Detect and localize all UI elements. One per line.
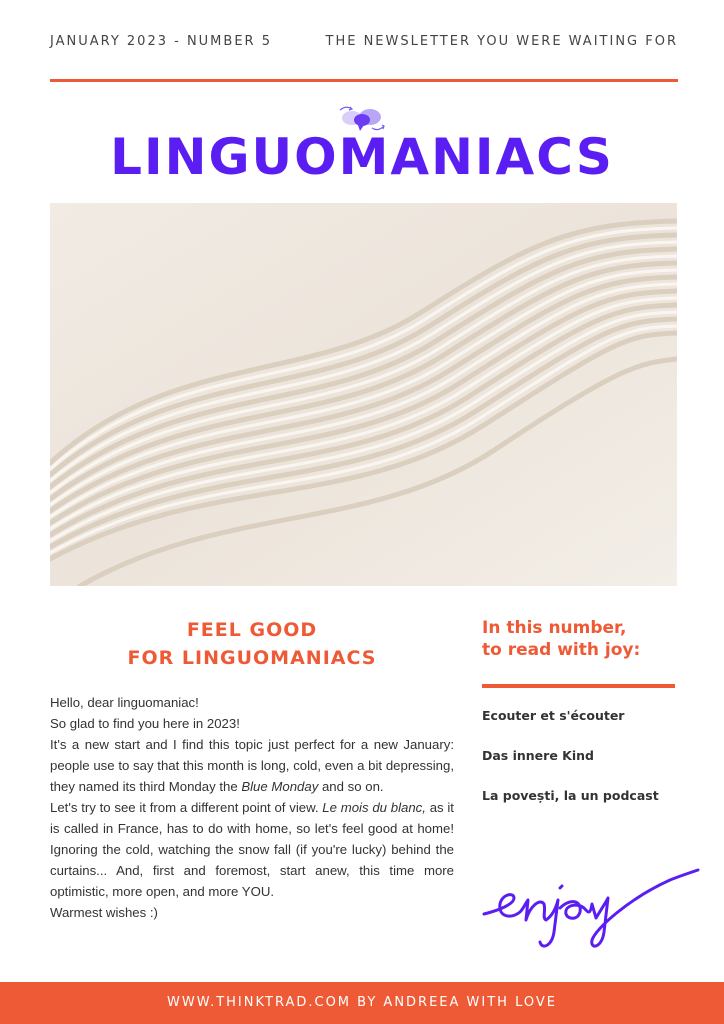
intro-paragraph: So glad to find you here in 2023!: [50, 716, 240, 731]
footer-bar[interactable]: WWW.THINKTRAD.COM BY ANDREEA WITH LOVE: [0, 982, 724, 1024]
viewpoint-paragraph: [50, 797, 454, 902]
closing-paragraph: Warmest wishes :): [50, 905, 158, 920]
sidebar-heading: [482, 617, 702, 661]
article-body: [50, 692, 454, 923]
article-heading-line2: FOR LINGUOMANIACS: [127, 647, 377, 669]
january-paragraph: [50, 734, 454, 797]
mois-du-blanc-emphasis: Le mois du blanc,: [322, 800, 426, 815]
article-heading: [50, 616, 454, 672]
contents-item-innere-kind[interactable]: Das innere Kind: [482, 748, 594, 763]
blue-monday-emphasis: Blue Monday: [241, 779, 319, 794]
january-text: It's a new start and I find this topic just perfect for a new January: people use to say that this month is long, cold, even a bit depressing, they named its third Monday the: [50, 737, 454, 794]
newsletter-tagline: THE NEWSLETTER YOU WERE WAITING FOR: [325, 34, 678, 49]
january-text-end: and so on.: [318, 779, 384, 794]
contents-item-povesti[interactable]: La povești, la un podcast: [482, 788, 659, 803]
header-divider: [50, 79, 678, 82]
sand-waves-image: [50, 203, 677, 586]
contents-item-ecouter[interactable]: Ecouter et s'écouter: [482, 708, 625, 723]
issue-info: JANUARY 2023 - NUMBER 5: [50, 34, 272, 49]
newsletter-title: LINGUOMANIACS: [110, 128, 614, 186]
greeting-paragraph: Hello, dear linguomaniac!: [50, 695, 199, 710]
article-heading-line1: FEEL GOOD: [186, 619, 318, 641]
sidebar-divider: [482, 684, 675, 688]
viewpoint-text: Let's try to see it from a different point of view.: [50, 800, 323, 815]
enjoy-signature: [480, 858, 702, 954]
sidebar-heading-line1: In this number,: [482, 618, 627, 638]
contents-list: [482, 708, 702, 828]
viewpoint-text-end: as it is called in France, has to do with home, so let's feel good at home! Ignoring the cold, watching the snow fall (if you're lucky) behind the curtains... And, first and foremost, start anew, this time more optimistic, more open, and more YOU.: [50, 800, 454, 899]
sidebar-heading-line2: to read with joy:: [482, 640, 641, 660]
